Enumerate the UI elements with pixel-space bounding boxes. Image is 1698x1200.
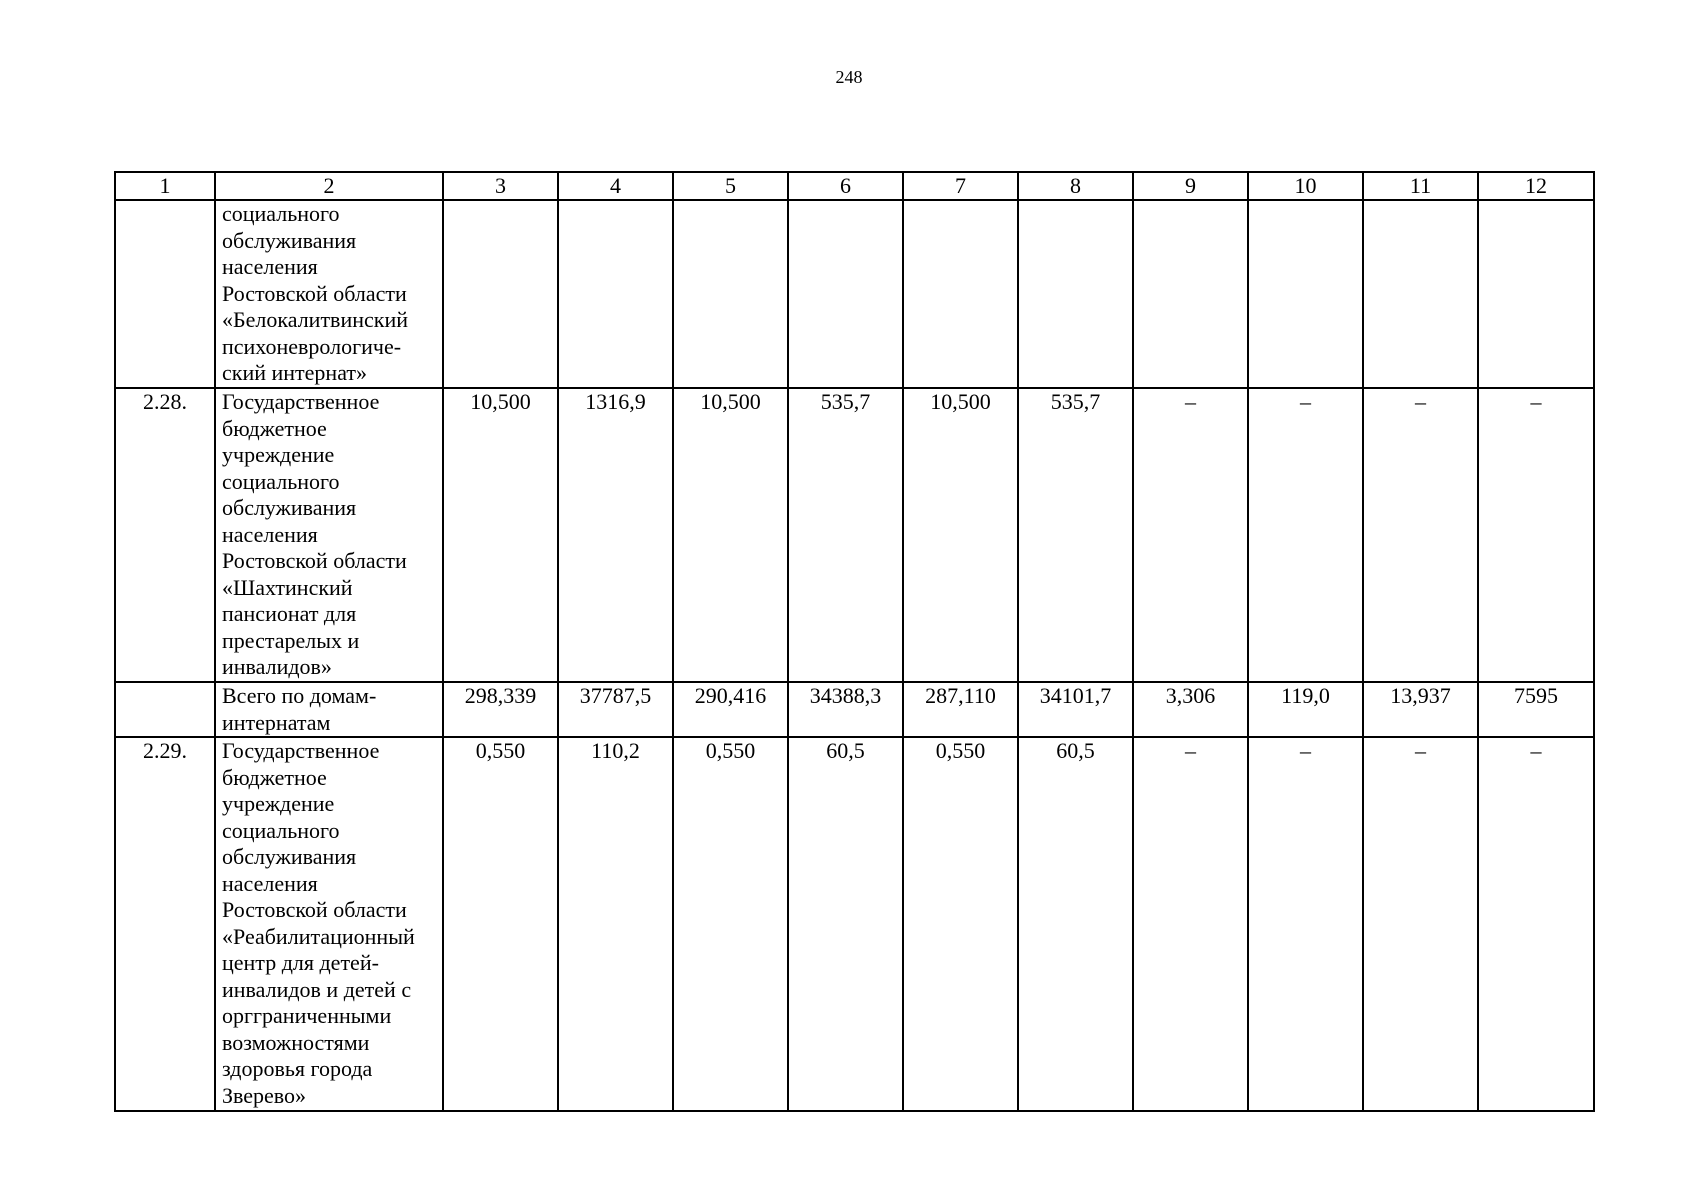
value-cell: – <box>1478 388 1594 682</box>
value-cell <box>903 200 1018 388</box>
name-line: «Шахтинский <box>222 574 353 600</box>
name-line: инвалидов и детей с <box>222 976 412 1002</box>
row-name-cell <box>215 388 443 682</box>
name-line: Ростовской области <box>222 548 407 573</box>
name-line: Всего по домам- <box>222 683 377 708</box>
header-cell: 8 <box>1018 172 1133 200</box>
value-cell <box>558 200 673 388</box>
value-cell: 298,339 <box>443 682 558 737</box>
name-line: населения <box>222 870 318 896</box>
name-line: обслуживания <box>222 495 357 520</box>
name-line: психоневрологиче- <box>222 333 402 359</box>
header-cell: 5 <box>673 172 788 200</box>
value-cell: 34101,7 <box>1018 682 1133 737</box>
header-cell: 3 <box>443 172 558 200</box>
name-line: возможностями <box>222 1029 370 1055</box>
name-line: населения <box>222 254 318 279</box>
name-line: оргграниченными <box>222 1003 392 1028</box>
row-name-cell <box>215 737 443 1111</box>
value-cell: 10,500 <box>443 388 558 682</box>
table-row <box>115 737 1594 1111</box>
value-cell: 119,0 <box>1248 682 1363 737</box>
name-line: Зверево» <box>222 1082 307 1108</box>
value-cell: 0,550 <box>673 737 788 1111</box>
table-row-total <box>115 682 1594 737</box>
value-cell: 535,7 <box>788 388 903 682</box>
name-line: «Белокалитвинский <box>222 307 408 332</box>
value-cell: – <box>1248 388 1363 682</box>
header-cell: 4 <box>558 172 673 200</box>
name-line: престарелых и <box>222 627 360 653</box>
row-number-cell <box>115 200 215 388</box>
value-cell: 287,110 <box>903 682 1018 737</box>
row-number-cell: 2.28. <box>115 388 215 682</box>
value-cell <box>1018 200 1133 388</box>
value-cell: 0,550 <box>443 737 558 1111</box>
name-line: населения <box>222 521 318 547</box>
value-cell: 37787,5 <box>558 682 673 737</box>
value-cell: 60,5 <box>1018 737 1133 1111</box>
row-number-cell: 2.29. <box>115 737 215 1111</box>
name-line: Государственное <box>222 738 380 763</box>
value-cell: – <box>1133 388 1248 682</box>
name-line: социального <box>222 201 340 226</box>
name-line: центр для детей- <box>222 950 379 975</box>
row-name-cell <box>215 200 443 388</box>
value-cell: – <box>1133 737 1248 1111</box>
table-row <box>115 388 1594 682</box>
name-line: социального <box>222 817 340 843</box>
name-line: Ростовской области <box>222 897 407 922</box>
page-number: 248 <box>835 67 863 87</box>
header-cell: 11 <box>1363 172 1478 200</box>
name-line: ский интернат» <box>222 360 368 385</box>
value-cell: 535,7 <box>1018 388 1133 682</box>
value-cell: – <box>1363 388 1478 682</box>
value-cell <box>673 200 788 388</box>
value-cell: 0,550 <box>903 737 1018 1111</box>
name-line: социального <box>222 468 340 494</box>
name-line: пансионат для <box>222 601 357 626</box>
value-cell <box>443 200 558 388</box>
name-line: «Реабилитационный <box>222 923 415 949</box>
header-cell: 10 <box>1248 172 1363 200</box>
value-cell: 110,2 <box>558 737 673 1111</box>
row-number-cell <box>115 682 215 737</box>
value-cell: – <box>1478 737 1594 1111</box>
value-cell: 1316,9 <box>558 388 673 682</box>
name-line: инвалидов» <box>222 654 332 679</box>
header-cell: 1 <box>115 172 215 200</box>
header-cell: 12 <box>1478 172 1594 200</box>
header-cell: 6 <box>788 172 903 200</box>
name-line: Ростовской области <box>222 280 407 306</box>
value-cell: 34388,3 <box>788 682 903 737</box>
name-line: Государственное <box>222 389 380 414</box>
name-line: бюджетное <box>222 415 327 441</box>
value-cell <box>1248 200 1363 388</box>
value-cell: – <box>1248 737 1363 1111</box>
header-cell: 9 <box>1133 172 1248 200</box>
row-name-cell <box>215 682 443 737</box>
value-cell <box>788 200 903 388</box>
value-cell: 10,500 <box>673 388 788 682</box>
value-cell: 13,937 <box>1363 682 1478 737</box>
name-line: бюджетное <box>222 764 327 790</box>
table-header-row <box>115 172 1594 200</box>
name-line: интернатам <box>222 709 331 735</box>
table-row <box>115 200 1594 388</box>
header-cell: 7 <box>903 172 1018 200</box>
name-line: обслуживания <box>222 844 357 869</box>
name-line: обслуживания <box>222 227 357 253</box>
value-cell <box>1363 200 1478 388</box>
value-cell: 3,306 <box>1133 682 1248 737</box>
value-cell: 290,416 <box>673 682 788 737</box>
value-cell <box>1478 200 1594 388</box>
header-cell: 2 <box>215 172 443 200</box>
name-line: учреждение <box>222 442 335 467</box>
value-cell <box>1133 200 1248 388</box>
value-cell: – <box>1363 737 1478 1111</box>
name-line: учреждение <box>222 791 335 816</box>
data-table <box>114 171 1595 1112</box>
value-cell: 7595 <box>1478 682 1594 737</box>
value-cell: 10,500 <box>903 388 1018 682</box>
value-cell: 60,5 <box>788 737 903 1111</box>
name-line: здоровья города <box>222 1056 373 1081</box>
